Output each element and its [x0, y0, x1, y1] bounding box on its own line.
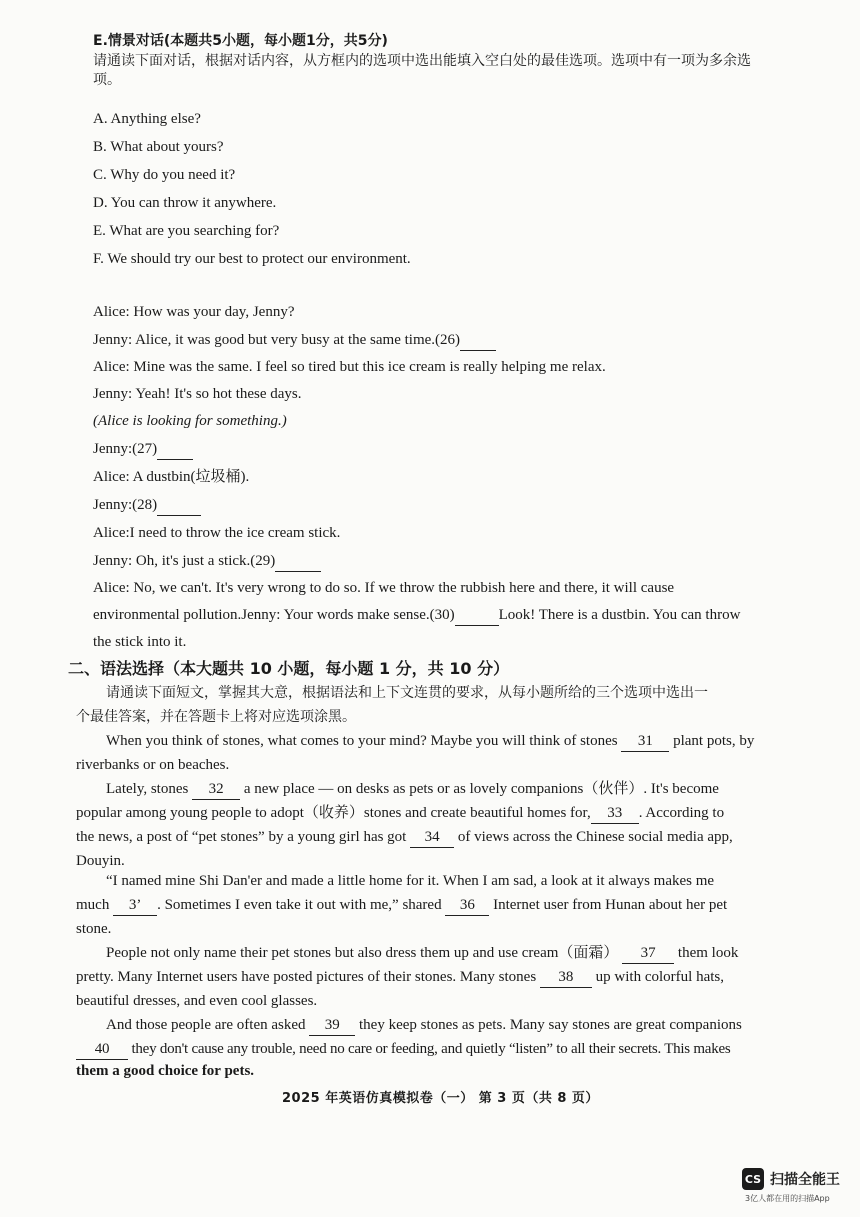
dialogue-line: Alice: Mine was the same. I feel so tired but this ice cream is really helping me relax.	[93, 359, 606, 375]
answer-blank-35: 3’	[113, 895, 157, 916]
dialogue-line: Jenny:(27)	[93, 439, 193, 460]
passage-line: 40 they don't cause any trouble, need no care or feeding, and quietly “listen” to all their secrets. This makes	[76, 1039, 730, 1060]
passage-line: stone.	[76, 921, 112, 937]
answer-blank-39: 39	[309, 1015, 355, 1036]
passage-line: popular among young people to adopt（收养）stones and create beautiful homes for, 33 . According to	[76, 803, 724, 824]
answer-blank-27	[157, 439, 193, 460]
answer-blank-30	[455, 605, 499, 626]
dialogue-line: Jenny: Yeah! It's so hot these days.	[93, 386, 302, 402]
scanner-app-name: 扫描全能王	[770, 1172, 840, 1188]
option-c: C. Why do you need it?	[93, 167, 236, 183]
scanner-logo	[742, 1168, 840, 1190]
scanner-tagline: 3亿人都在用的扫描App	[745, 1194, 830, 1203]
stage-direction: (Alice is looking for something.)	[93, 413, 287, 429]
answer-blank-31: 31	[621, 731, 669, 752]
section-e-instruction: 请通读下面对话，根据对话内容，从方框内的选项中选出能填入空白处的最佳选项。选项中有一项为多余选	[93, 53, 751, 69]
answer-blank-36: 36	[445, 895, 489, 916]
dialogue-line: Alice: No, we can't. It's very wrong to do so. If we throw the rubbish here and there, it will cause	[93, 580, 675, 596]
section-2-instruction: 请通读下面短文，掌握其大意，根据语法和上下文连贯的要求，从每小题所给的三个选项中选出一	[106, 685, 708, 701]
section-2-title: 二、语法选择（本大题共 10 小题，每小题 1 分，共 10 分）	[68, 659, 510, 678]
passage-line: beautiful dresses, and even cool glasses.	[76, 993, 318, 1009]
passage-line: the news, a post of “pet stones” by a young girl has got 34 of views across the Chinese social media app,	[76, 827, 733, 848]
answer-blank-29	[275, 551, 321, 572]
cs-logo-icon: CS	[742, 1168, 764, 1190]
passage-line: pretty. Many Internet users have posted pictures of their stones. Many stones 38 up with colorful hats,	[76, 967, 724, 988]
passage-line: much 3’ . Sometimes I even take it out with me,” shared 36 Internet user from Hunan about her pet	[76, 895, 727, 916]
dialogue-line: Alice: How was your day, Jenny?	[93, 304, 295, 320]
section-e-instruction-cont: 项。	[93, 72, 121, 88]
section-e-title: E.情景对话(本题共5小题，每小题1分，共5分)	[93, 33, 388, 49]
option-e: E. What are you searching for?	[93, 223, 280, 239]
option-f: F. We should try our best to protect our environment.	[93, 251, 411, 267]
page-footer: 2025 年英语仿真模拟卷（一） 第 3 页（共 8 页）	[282, 1091, 599, 1106]
section-2-instruction-cont: 个最佳答案，并在答题卡上将对应选项涂黑。	[76, 709, 356, 725]
passage-line: “I named mine Shi Dan'er and made a little home for it. When I am sad, a look at it always makes me	[106, 873, 715, 889]
passage-line: riverbanks or on beaches.	[76, 757, 230, 773]
dialogue-line: Alice: A dustbin(垃圾桶).	[93, 469, 250, 485]
dialogue-line: the stick into it.	[93, 634, 187, 650]
answer-blank-28	[157, 495, 201, 516]
option-b: B. What about yours?	[93, 139, 224, 155]
option-d: D. You can throw it anywhere.	[93, 195, 277, 211]
answer-blank-32: 32	[192, 779, 240, 800]
dialogue-line: environmental pollution.Jenny: Your words make sense.(30) Look! There is a dustbin. You can throw	[93, 605, 740, 626]
dialogue-line: Jenny:(28)	[93, 495, 201, 516]
dialogue-line: Jenny: Oh, it's just a stick.(29)	[93, 551, 321, 572]
passage-line: them a good choice for pets.	[76, 1063, 255, 1079]
answer-blank-38: 38	[540, 967, 592, 988]
passage-line: When you think of stones, what comes to your mind? Maybe you will think of stones 31 plant pots, by	[106, 731, 754, 752]
answer-blank-34: 34	[410, 827, 454, 848]
answer-blank-37: 37	[622, 943, 674, 964]
dialogue-line: Jenny: Alice, it was good but very busy at the same time.(26)	[93, 330, 496, 351]
answer-blank-33: 33	[591, 803, 639, 824]
passage-line: Douyin.	[76, 853, 125, 869]
passage-line: People not only name their pet stones but also dress them up and use cream（面霜） 37 them look	[106, 943, 738, 964]
answer-blank-26	[460, 330, 496, 351]
option-a: A. Anything else?	[93, 111, 201, 127]
answer-blank-40: 40	[76, 1039, 128, 1060]
dialogue-line: Alice:I need to throw the ice cream stick.	[93, 525, 341, 541]
passage-line: And those people are often asked 39 they keep stones as pets. Many say stones are great companions	[106, 1015, 742, 1036]
passage-line: Lately, stones 32 a new place — on desks as pets or as lovely companions（伙伴）. It's become	[106, 779, 719, 800]
